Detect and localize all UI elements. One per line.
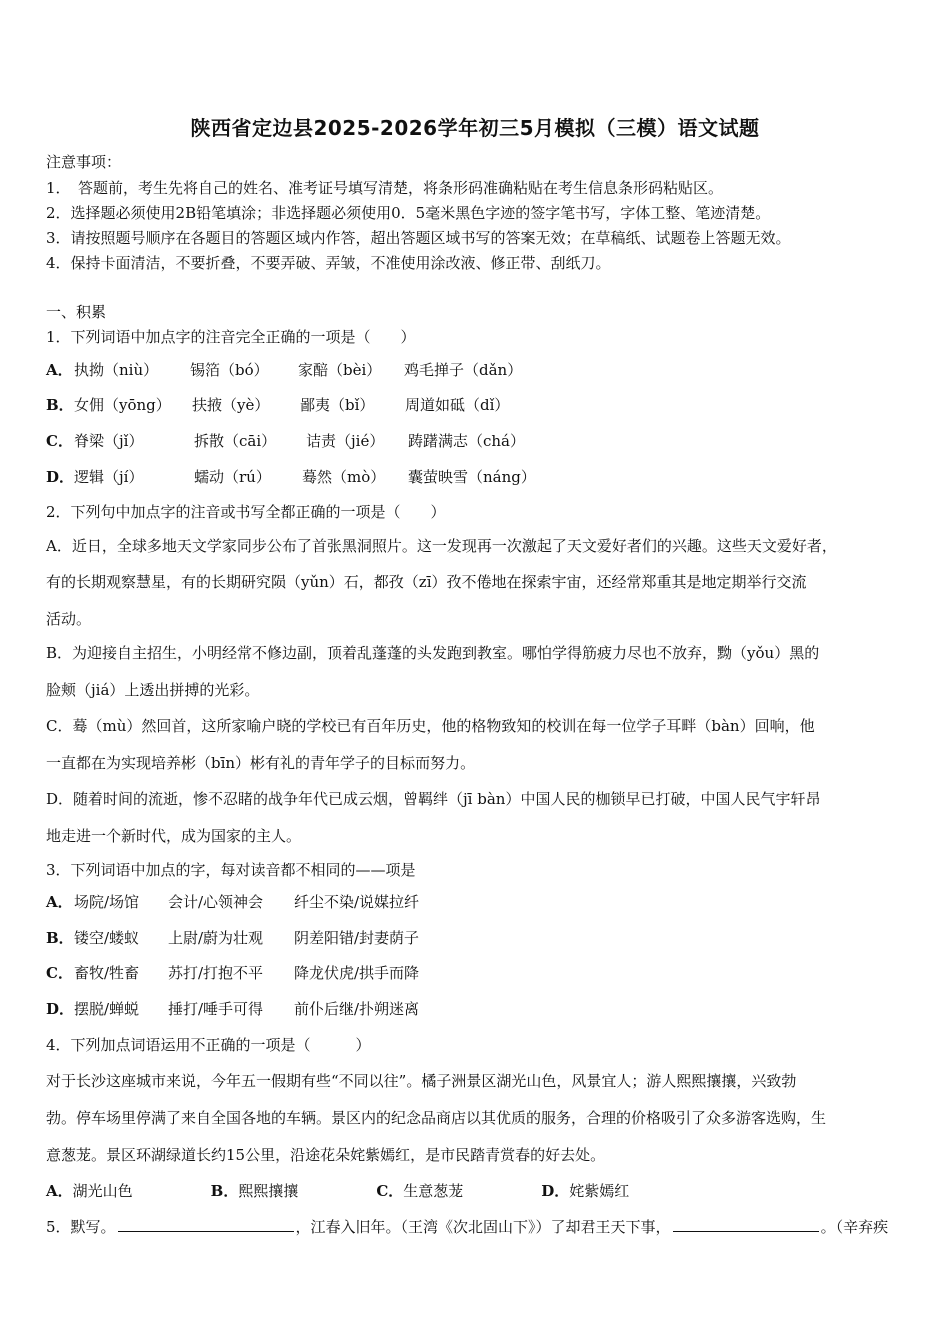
option-label: B． xyxy=(46,396,74,414)
option-item: 纤尘不染/说媒拉纤 xyxy=(294,893,420,911)
q2-text-line: C．蓦（mù）然回首，这所家喻户晓的学校已有百年历史，他的格物致知的校训在每一位学子耳畔（bàn）回响，他 xyxy=(46,717,815,735)
question-2-stem: 2．下列句中加点字的注音或书写全都正确的一项是（ ） xyxy=(46,503,446,521)
q1-option-d xyxy=(46,467,536,487)
option-item: 苏打/打抱不平 xyxy=(168,964,264,982)
option-item: 捶打/唾手可得 xyxy=(168,1000,264,1018)
option-item: 场院/场馆 xyxy=(74,893,140,911)
option-item: 逻辑（jí） xyxy=(74,468,144,486)
question-4-stem: 4．下列加点词语运用不正确的一项是（ ） xyxy=(46,1036,371,1054)
option-item: 阴差阳错/封妻荫子 xyxy=(294,929,420,947)
option-label: C． xyxy=(46,964,73,982)
option-item: 熙熙攘攘 xyxy=(238,1182,299,1200)
option-label: C． xyxy=(46,432,73,450)
option-item: 囊萤映雪（náng） xyxy=(408,468,536,486)
option-item: 姹紫嫣红 xyxy=(569,1182,630,1200)
q2-text-line: D．随着时间的流逝，惨不忍睹的战争年代已成云烟，曾羁绊（jī bàn）中国人民的枷锁早已打破，中国人民气宇轩昂 xyxy=(46,790,821,808)
q5-prefix: 5．默写。 xyxy=(46,1218,116,1236)
option-item: 鸡毛掸子（dǎn） xyxy=(404,361,523,379)
q4-options xyxy=(46,1181,629,1201)
option-item: 畜牧/牲畜 xyxy=(74,964,140,982)
option-item: 生意葱茏 xyxy=(403,1182,464,1200)
option-item: 湖光山色 xyxy=(72,1182,133,1200)
option-item: 鄙夷（bǐ） xyxy=(300,396,375,414)
option-label: C． xyxy=(376,1182,404,1200)
q4-text-line: 意葱茏。景区环湖绿道长约15公里，沿途花朵姹紫嫣红，是市民踏青赏春的好去处。 xyxy=(46,1146,606,1164)
option-item: 蠕动（rú） xyxy=(194,468,271,486)
option-item: 蓦然（mò） xyxy=(302,468,386,486)
option-label: A． xyxy=(46,361,73,379)
question-5 xyxy=(46,1215,888,1237)
option-item: 家醅（bèi） xyxy=(298,361,382,379)
q5-blank-1[interactable] xyxy=(118,1215,294,1232)
notice-item: 1． 答题前，考生先将自己的姓名、准考证号填写清楚，将条形码准确粘贴在考生信息条形码粘贴区。 xyxy=(46,179,724,197)
q2-text-line: 脸颊（jiá）上透出拼搏的光彩。 xyxy=(46,681,260,699)
q2-text-line: A．近日，全球多地天文学家同步公布了首张黑洞照片。这一发现再一次激起了天文爱好者们的兴趣。这些天文爱好者， xyxy=(46,537,837,555)
option-item: 锡箔（bó） xyxy=(190,361,269,379)
q1-option-c xyxy=(46,431,525,451)
option-item: 诘责（jié） xyxy=(306,432,385,450)
notice-heading: 注意事项： xyxy=(46,153,122,171)
question-1-stem: 1．下列词语中加点字的注音完全正确的一项是（ ） xyxy=(46,328,416,346)
q3-option-a xyxy=(46,892,419,912)
option-item: 降龙伏虎/拱手而降 xyxy=(294,964,420,982)
q3-option-d xyxy=(46,999,419,1019)
option-item: 会计/心领神会 xyxy=(168,893,264,911)
q2-text-line: 地走进一个新时代，成为国家的主人。 xyxy=(46,827,302,845)
option-item: 执拗（niù） xyxy=(74,361,159,379)
q4-text-line: 对于长沙这座城市来说，今年五一假期有些“不同以往”。橘子洲景区湖光山色，风景宜人；游人熙熙攘攘，兴致勃 xyxy=(46,1072,797,1090)
option-item: 踌躇满志（chá） xyxy=(408,432,526,450)
question-3-stem: 3．下列词语中加点的字，每对读音都不相同的——项是 xyxy=(46,861,416,879)
option-label: D． xyxy=(46,1000,75,1018)
option-item: 摆脱/蝉蜕 xyxy=(74,1000,140,1018)
option-item: 女佣（yōng） xyxy=(74,396,171,414)
notice-item: 2．选择题必须使用2B铅笔填涂；非选择题必须使用0．5毫米黑色字迹的签字笔书写，字体工整、笔迹清楚。 xyxy=(46,204,771,222)
option-item: 镂空/蝼蚁 xyxy=(74,929,140,947)
option-item: 前仆后继/扑朔迷离 xyxy=(294,1000,420,1018)
option-label: D． xyxy=(541,1182,570,1200)
q5-text: ，江春入旧年。（王湾《次北固山下》）了却君王天下事， xyxy=(295,1218,671,1236)
option-item: 扶掖（yè） xyxy=(192,396,270,414)
q5-text: 。（辛弃疾 xyxy=(820,1218,889,1236)
notice-item: 3．请按照题号顺序在各题目的答题区域内作答，超出答题区域书写的答案无效；在草稿纸、试题卷上答题无效。 xyxy=(46,229,791,247)
q3-option-c xyxy=(46,963,419,983)
q4-text-line: 勃。停车场里停满了来自全国各地的车辆。景区内的纪念品商店以其优质的服务，合理的价格吸引了众多游客选购，生 xyxy=(46,1109,827,1127)
option-item: 脊梁（jǐ） xyxy=(74,432,144,450)
option-item: 上尉/蔚为壮观 xyxy=(168,929,264,947)
option-label: D． xyxy=(46,468,75,486)
q5-blank-2[interactable] xyxy=(673,1215,819,1232)
option-label: A． xyxy=(46,1182,73,1200)
notice-item: 4．保持卡面清洁，不要折叠，不要弄破、弄皱，不准使用涂改液、修正带、刮纸刀。 xyxy=(46,254,611,272)
q2-text-line: 一直都在为实现培养彬（bīn）彬有礼的青年学子的目标而努力。 xyxy=(46,754,476,772)
q1-option-b xyxy=(46,395,509,415)
option-label: A． xyxy=(46,893,73,911)
option-label: B． xyxy=(210,1182,239,1200)
option-item: 拆散（cāi） xyxy=(194,432,277,450)
q2-text-line: B．为迎接自主招生，小明经常不修边副，顶着乱蓬蓬的头发跑到教室。哪怕学得筋疲力尽也不放弃，黝（yǒu）黑的 xyxy=(46,644,820,662)
option-item: 周道如砥（dǐ） xyxy=(405,396,510,414)
q2-text-line: 活动。 xyxy=(46,610,92,628)
q3-option-b xyxy=(46,928,419,948)
section-heading: 一、积累 xyxy=(46,303,107,321)
page-title: 陕西省定边县2025-2026学年初三5月模拟（三模）语文试题 xyxy=(190,116,760,140)
q1-option-a xyxy=(46,360,522,380)
q2-text-line: 有的长期观察慧星，有的长期研究陨（yǔn）石，都孜（zī）孜不倦地在探索宇宙，还经常郑重其是地定期举行交流 xyxy=(46,573,807,591)
option-label: B． xyxy=(46,929,74,947)
